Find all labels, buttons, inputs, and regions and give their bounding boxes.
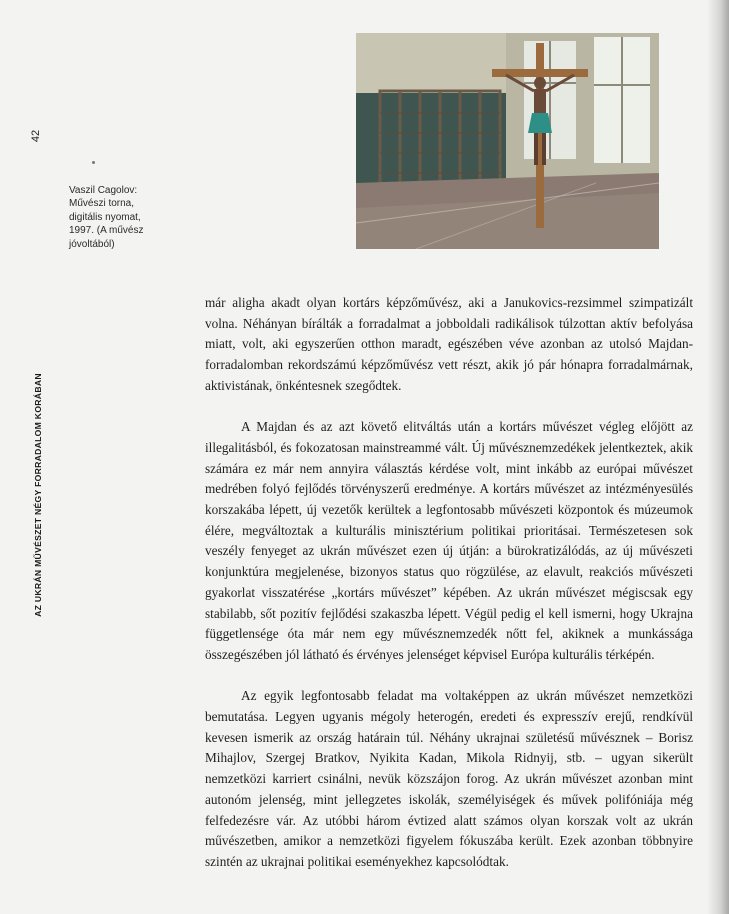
book-spine-shadow [707,0,729,914]
caption-marker-dot [92,161,95,164]
caption-line: Vaszil Cagolov: [69,185,138,196]
body-paragraph: már aligha akadt olyan kortárs képzőművész, aki a Janukovics-rezsimmel szimpatizált volna. Néhányan bírálták a forradalmat a jobboldali radikálisok túlzottan aktív befolyása miatt, volt, aki egyszerűen otthon maradt, egészében véve azonban az utolsó Majdan-forradalomban rekordszámú képzőművész vett részt, akik jó pár hónapra forradalmárnak, aktivistának, önkéntesnek szegődtek. [205,295,693,393]
running-header-text: AZ UKRÁN MŰVÉSZET NÉGY FORRADALOM KORÁBAN [33,373,43,617]
photo-caption [69,184,189,251]
figure-torso [534,89,546,115]
paragraph-spacer [205,666,693,687]
article-body [205,293,693,873]
body-paragraph: A Majdan és az azt követő elitváltás után a kortárs művészet végleg előjött az illegalitásból, és fokozatosan mainstreammé vált. Új művésznemzedékek jelentkeztek, akik számára ez már nem annyira választás kérdése volt, mint inkább az európai művészet medrében folyó fejlődés törvényszerű eredménye. A kortárs művészet az intézményesülés korszakába lépett, új vezetők kerültek a legfontosabb művészeti központok és múzeumok élére, megváltoztak a kulturális minisztérium politikai prioritásai. Természetesen sok veszély fenyeget az ukrán művészet ezen új útján: a bürokratizálódás, az új művészeti konjunktúra megjelenése, bizonyos status quo rögzülése, az elavult, reakciós művészeti gyakorlat visszatérése „kortárs művészet” képében. Az ukrán művészet mégiscsak egy stabilabb, sőt pozitív fejlődési szakaszba lépett. Végül pedig el kell ismerni, hogy Ukrajna függetlensége óta már nem egy művésznemzedék nőtt fel, akiknek a munkássága összegészében jól látható és érvényes jelenséget képvisel Európa kulturális térképén. [205,419,693,662]
figure-skirt [528,113,552,133]
caption-line: Művészi torna, [69,198,135,210]
page-number: 42 [30,129,42,143]
gym-crucifix-photo [356,33,659,249]
body-paragraph: Az egyik legfontosabb feladat ma voltaképpen az ukrán művészet nemzetközi bemutatása. Legyen ugyanis mégoly heterogén, eredeti és expresszív erejű, rendkívül kevesen ismerik az ország határain túl. Néhány ukrajnai születésű művésznek – Borisz Mihajlov, Szergej Bratkov, Nyikita Kadan, Mikola Ridnyij, stb. – ugyan sikerült nemzetközi karriert csinálni, nevük közszájon forog. Az ukrán művészet azonban mint autonóm jelenség, mint jellegzetes iskolák, személyiségek és művek polifóniája még felfedezésre vár. Az utóbbi három évtized alatt számos olyan korszak volt az ukrán művészetben, amikor a nemzetközi figyelem fókuszába került. Ezek azonban többnyire szintén az ukrajnai politikai eseményekhez kapcsolódtak. [205,688,693,869]
paragraph-spacer [205,397,693,418]
artwork-photo [356,33,659,249]
caption-line: digitális nyomat, [69,211,141,223]
caption-line: 1997. (A művész [69,225,144,237]
figure-head [534,77,546,89]
caption-line: jóvoltából) [69,238,115,250]
